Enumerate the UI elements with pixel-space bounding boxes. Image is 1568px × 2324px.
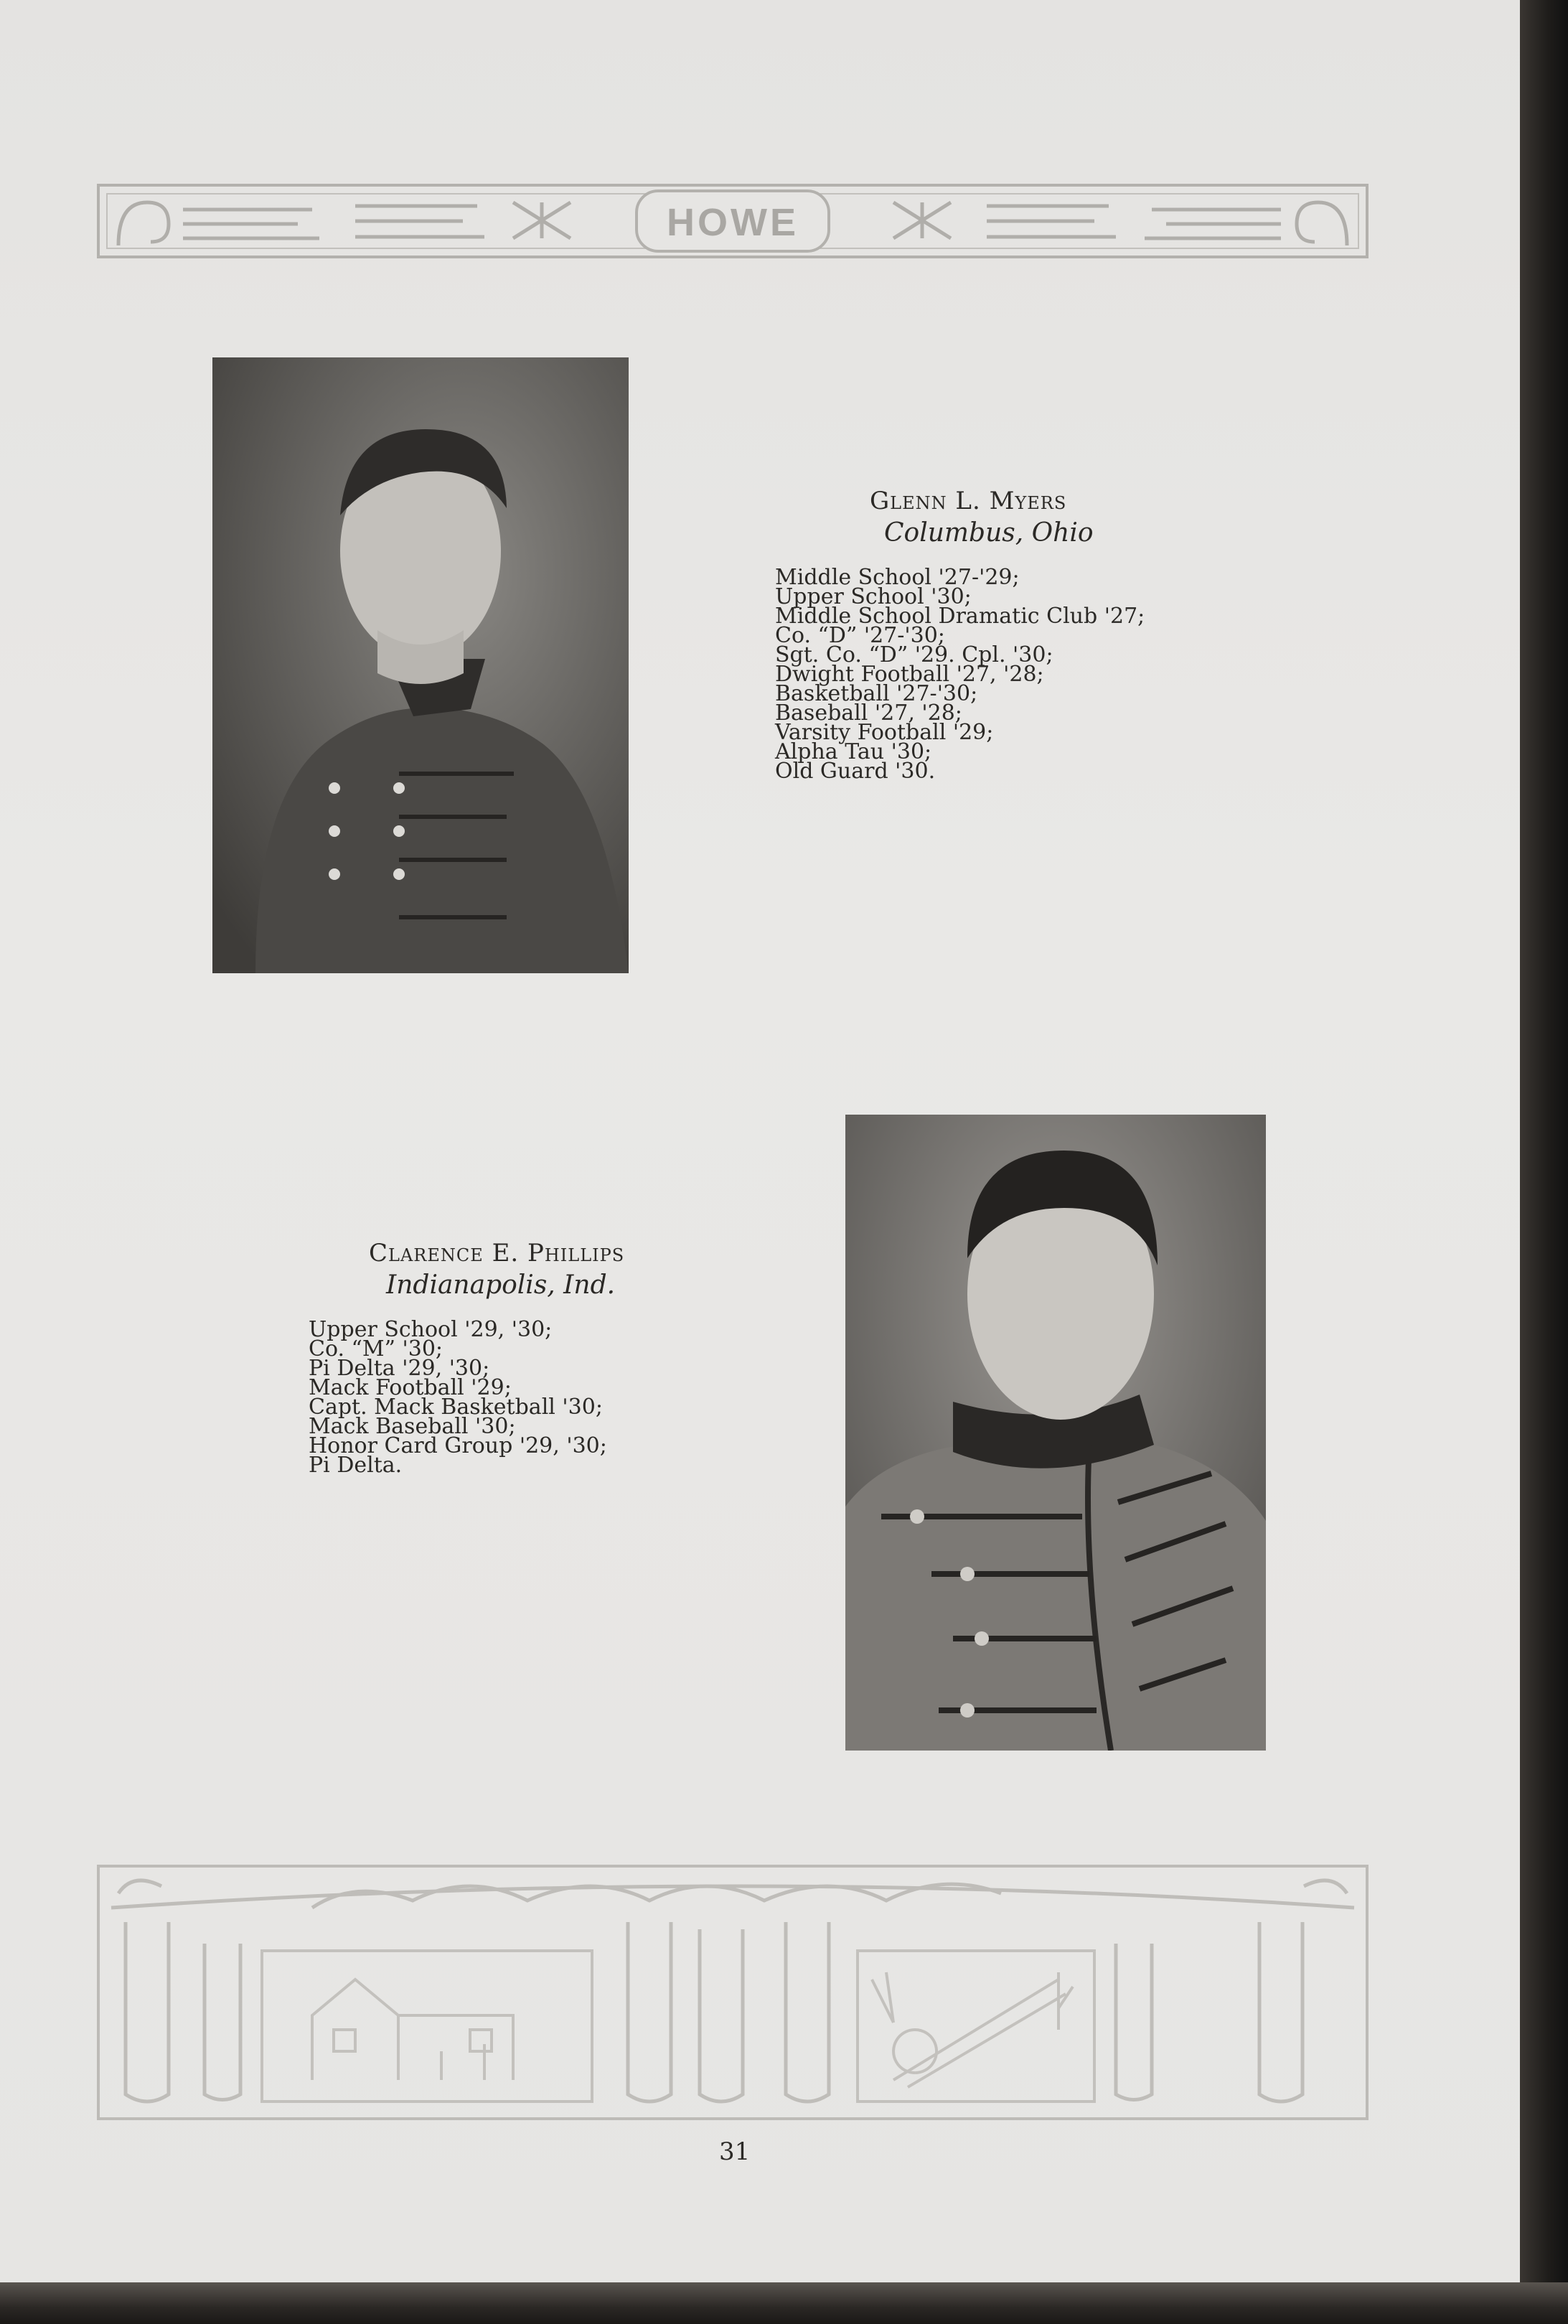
entry-city: Indianapolis, Ind. (386, 1270, 616, 1300)
entry-name: Glenn L. Myers (870, 487, 1067, 515)
book-spine-shadow (1520, 0, 1568, 2324)
activity-item: Middle School Dramatic Club '27; (775, 604, 1145, 629)
activity-item: Capt. Mack Basketball '30; (309, 1395, 603, 1420)
activity-item: Upper School '30; (775, 584, 972, 609)
activity-item: Pi Delta. (309, 1453, 403, 1478)
activity-item: Mack Baseball '30; (309, 1414, 516, 1439)
activity-item: Sgt. Co. “D” '29. Cpl. '30; (775, 642, 1053, 667)
activity-list (775, 565, 1145, 784)
activity-item: Baseball '27, '28; (775, 701, 962, 726)
activity-item: Alpha Tau '30; (775, 739, 932, 764)
footer-ornament-graphic (97, 1865, 1369, 2120)
entry-name: Clarence E. Phillips (369, 1239, 625, 1268)
activity-item: Pi Delta '29, '30; (309, 1356, 490, 1381)
activity-item: Basketball '27-'30; (775, 681, 978, 706)
activity-item: Old Guard '30. (775, 759, 936, 784)
entry-city: Columbus, Ohio (884, 518, 1094, 548)
activity-item: Dwight Football '27, '28; (775, 662, 1044, 687)
entry-myers (775, 487, 1145, 784)
page-bottom-edge (0, 2282, 1568, 2324)
portrait-photo-myers (212, 357, 629, 973)
activity-item: Varsity Football '29; (775, 720, 994, 745)
footer-ornament-band (97, 1865, 1369, 2120)
header-title: HOWE (667, 201, 799, 244)
activity-list (309, 1317, 624, 1478)
page-number: 31 (719, 2137, 751, 2166)
header-ornament-graphic (97, 181, 1369, 261)
entry-phillips (309, 1239, 625, 1478)
activity-item: Middle School '27-'29; (775, 565, 1020, 590)
activity-item: Co. “M” '30; (309, 1336, 443, 1362)
activity-item: Honor Card Group '29, '30; (309, 1433, 607, 1458)
portrait-photo-phillips (845, 1115, 1266, 1751)
activity-item: Upper School '29, '30; (309, 1317, 553, 1342)
header-ornament-band (97, 181, 1369, 261)
activity-item: Mack Football '29; (309, 1375, 512, 1400)
activity-item: Co. “D” '27-'30; (775, 623, 945, 648)
